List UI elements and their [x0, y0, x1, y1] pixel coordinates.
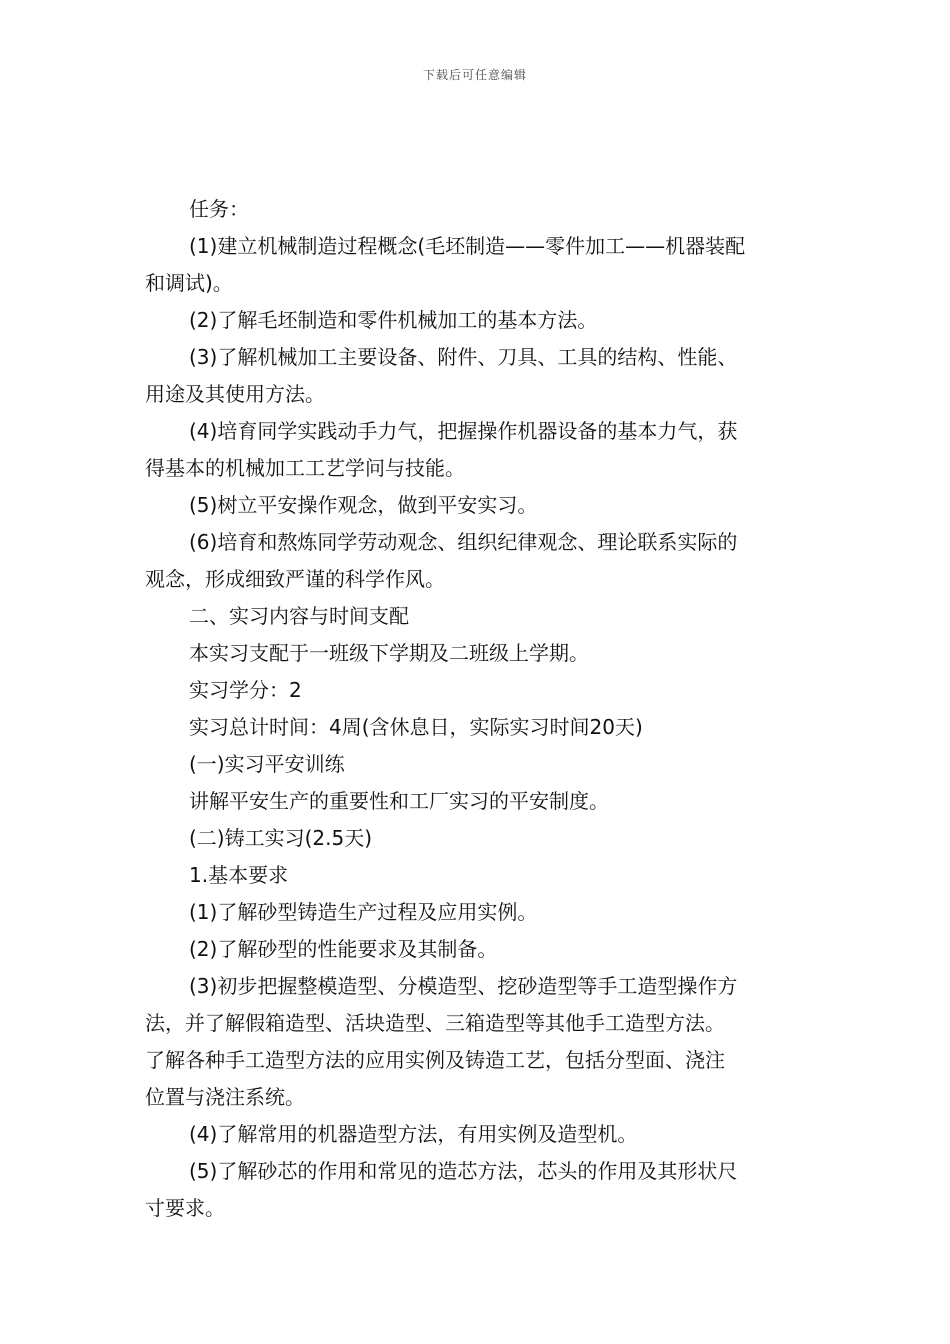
paragraph-line: 讲解平安生产的重要性和工厂实习的平安制度。 [189, 789, 609, 813]
paragraph-line: 实习总计时间：4周(含休息日，实际实习时间20天) [189, 715, 643, 739]
paragraph [145, 746, 807, 783]
paragraph-line: (1)了解砂型铸造生产过程及应用实例。 [189, 900, 538, 924]
paragraph [145, 413, 807, 487]
paragraph-line: (1)建立机械制造过程概念(毛坯制造——零件加工——机器装配 [189, 234, 746, 258]
paragraph-line: 二、实习内容与时间支配 [189, 604, 409, 628]
paragraph-line: 和调试)。 [145, 271, 233, 295]
paragraph-line: 任务： [189, 197, 249, 221]
paragraph-line: 得基本的机械加工工艺学问与技能。 [145, 456, 465, 480]
paragraph-line: (3)了解机械加工主要设备、附件、刀具、工具的结构、性能、 [189, 345, 738, 369]
paragraph [145, 820, 807, 857]
paragraph-line: (2)了解砂型的性能要求及其制备。 [189, 937, 498, 961]
paragraph-line: (4)了解常用的机器造型方法，有用实例及造型机。 [189, 1122, 638, 1146]
paragraph-line: (5)了解砂芯的作用和常见的造芯方法，芯头的作用及其形状尺 [189, 1159, 738, 1183]
document-body [145, 191, 807, 1227]
paragraph [145, 968, 807, 1116]
paragraph-line: 法，并了解假箱造型、活块造型、三箱造型等其他手工造型方法。 [145, 1011, 725, 1035]
paragraph-line: (一)实习平安训练 [189, 752, 345, 776]
paragraph [145, 1116, 807, 1153]
paragraph-line: 1.基本要求 [189, 863, 289, 887]
paragraph [145, 191, 807, 228]
paragraph-line: (2)了解毛坯制造和零件机械加工的基本方法。 [189, 308, 598, 332]
paragraph-line: (6)培育和熬炼同学劳动观念、组织纪律观念、理论联系实际的 [189, 530, 738, 554]
paragraph-line: 寸要求。 [145, 1196, 225, 1220]
paragraph [145, 339, 807, 413]
paragraph [145, 228, 807, 302]
paragraph-line: 本实习支配于一班级下学期及二班级上学期。 [189, 641, 589, 665]
paragraph [145, 709, 807, 746]
paragraph [145, 894, 807, 931]
paragraph [145, 857, 807, 894]
paragraph [145, 635, 807, 672]
paragraph [145, 487, 807, 524]
paragraph-line: 了解各种手工造型方法的应用实例及铸造工艺，包括分型面、浇注 [145, 1048, 725, 1072]
paragraph [145, 783, 807, 820]
page-header-note: 下载后可任意编辑 [422, 68, 527, 82]
paragraph-line: (5)树立平安操作观念，做到平安实习。 [189, 493, 538, 517]
paragraph [145, 524, 807, 598]
paragraph-line: (4)培育同学实践动手力气，把握操作机器设备的基本力气，获 [189, 419, 738, 443]
paragraph-line: (二)铸工实习(2.5天) [189, 826, 373, 850]
paragraph-line: 用途及其使用方法。 [145, 382, 325, 406]
paragraph-line: 位置与浇注系统。 [145, 1085, 305, 1109]
paragraph [145, 931, 807, 968]
paragraph [145, 1153, 807, 1227]
paragraph-line: 观念，形成细致严谨的科学作风。 [145, 567, 445, 591]
paragraph [145, 598, 807, 635]
paragraph-line: (3)初步把握整模造型、分模造型、挖砂造型等手工造型操作方 [189, 974, 738, 998]
paragraph [145, 672, 807, 709]
paragraph [145, 302, 807, 339]
paragraph-line: 实习学分：2 [189, 678, 302, 702]
